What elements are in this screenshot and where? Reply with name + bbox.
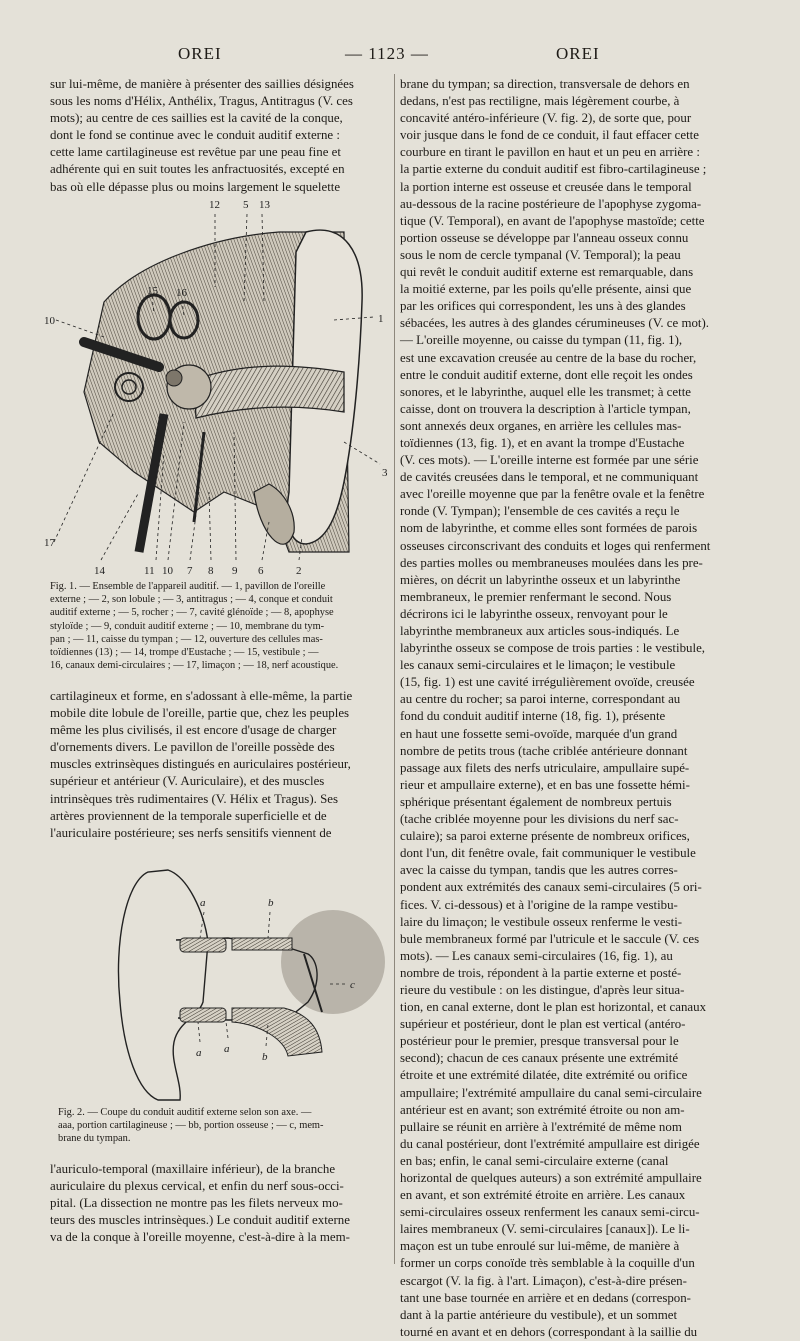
fig2-label: b: [268, 897, 274, 909]
text-line: ronde (V. Tympan); l'ensemble de ces cavités a reçu le: [400, 504, 680, 519]
text-line: mots). — Les canaux semi-circulaires (16, fig. 1), au: [400, 948, 673, 963]
page-header: [0, 44, 800, 70]
text-line: des parties molles ou membraneuses moulées dans les pre-: [400, 555, 703, 570]
figure-1-illustration: [44, 192, 396, 580]
text-line: sébacées, les autres à des glandes cérumineuses (V. ce mot).: [400, 316, 710, 331]
text-line: la partie externe du conduit auditif est fibro-cartilagineuse ;: [400, 162, 707, 177]
text-line: osseuses circonscrivant des conduits et loges qui renferment: [400, 538, 711, 553]
text-line: l'auriculo-temporal (maxillaire inférieur), de la branche: [50, 1162, 336, 1176]
text-line: en haut une fossette semi-ovoïde, marquée d'un grand: [400, 726, 678, 741]
text-line: teurs des muscles intrinsèques.) Le conduit auditif externe: [50, 1213, 350, 1228]
text-line: voir jusque dans le fond de ce conduit, il faut effacer cette: [400, 128, 699, 143]
text-line: antérieur est en avant; son extrémité étroite ou non am-: [400, 1102, 685, 1117]
text-line: portion osseuse se développe par l'anneau osseux connu: [400, 230, 689, 245]
caption-line: styloïde ; — 9, conduit auditif externe ; — 10, membrane du tym-: [50, 620, 325, 632]
fig1-label: 10: [162, 565, 173, 577]
text-line: rieur et ampullaire externe), et en bas une fossette hémi-: [400, 777, 690, 792]
bony-segment: [232, 1008, 322, 1056]
fig1-label: 1: [378, 313, 384, 325]
fig1-label: 10: [44, 315, 55, 327]
text-line: sonores, et le labyrinthe, auquel elle les transmet; à cette: [400, 384, 692, 399]
text-line: sphérique présentant également de nombreux pertuis: [400, 794, 672, 809]
text-line: rieure du vestibule : on les distingue, d'après leur situa-: [400, 982, 685, 997]
fig1-label: 16: [176, 287, 187, 299]
caption-line: 16, canaux demi-circulaires ; — 17, limaçon ; — 18, nerf acoustique.: [50, 660, 339, 672]
fig2-label: a: [200, 897, 206, 909]
text-line: la portion interne est osseuse et creusée dans le temporal: [400, 179, 692, 194]
text-line: par les orifices qui correspondent, les uns à des glandes: [400, 299, 686, 314]
text-line: est une excavation creusée au centre de la base du rocher,: [400, 350, 697, 365]
text-line: les canaux semi-circulaires et le limaçon; le vestibule: [400, 658, 676, 673]
text-line: va de la conque à l'oreille moyenne, c'est-à-dire à la mem-: [50, 1230, 350, 1245]
fig1-label: 2: [296, 565, 302, 577]
fig2-label: a: [196, 1047, 202, 1059]
figure-2-caption: [58, 1106, 392, 1146]
text-line: avec la caisse du tympan, tandis que les autres corres-: [400, 863, 678, 878]
text-line: laires membraneux (V. semi-circulaires [canaux]). Le li-: [400, 1222, 690, 1237]
caption-line: Fig. 1. — Ensemble de l'appareil auditif. — 1, pavillon de l'oreille: [50, 581, 326, 592]
fig1-label: 15: [147, 285, 158, 297]
text-line: bas où elle dépasse plus ou moins largement le squelette: [50, 179, 341, 194]
text-line: dont le fond se continue avec le conduit auditif externe :: [50, 128, 340, 143]
tympanic-membrane-region: [281, 910, 385, 1014]
figure-2-illustration: [108, 842, 392, 1104]
fig1-label: 11: [144, 565, 155, 577]
text-line: supérieur et postérieur, dont le plan est vertical (antéro-: [400, 1017, 686, 1032]
figure-2-ear-canal-section: [108, 842, 392, 1104]
text-line: en avant, et son extrémité étroite en arrière. Les canaux: [400, 1188, 686, 1203]
text-line: postérieur pour le premier, presque transversal pour le: [400, 1034, 679, 1049]
text-line: même les plus civilisés, il est encore d'usage de charger: [50, 723, 337, 738]
text-line: adhérente qui en suit toutes les anfractuosités, excepté en: [50, 162, 345, 177]
text-line: entre le conduit auditif externe, dont elle reçoit les ondes: [400, 367, 693, 382]
text-line: laire du limaçon; le vestibule osseux renferme le vesti-: [400, 914, 683, 929]
text-line: fices. V. ci-dessous) et à l'origine de la rampe vestibu-: [400, 897, 678, 912]
text-line: sous les noms d'Hélix, Anthélix, Tragus, Antitragus (V. ces: [50, 94, 353, 109]
text-line: au centre du rocher; sa paroi interne, correspondant au: [400, 692, 681, 707]
text-line: labyrinthe membraneux aux articles sous-indiqués. Le: [400, 624, 680, 638]
text-line: auriculaire du plexus cervical, et enfin du nerf sous-occi-: [50, 1179, 344, 1194]
text-line: — L'oreille moyenne, ou caisse du tympan (11, fig. 1),: [400, 333, 683, 348]
text-line: pondent aux extrémités des canaux semi-circulaires (5 ori-: [400, 880, 702, 895]
caption-line: toïdiennes (13) ; — 14, trompe d'Eustache ; — 15, vestibule ; —: [50, 647, 319, 659]
text-line: membraneux, le premier renfermant le second. Nous: [400, 589, 672, 604]
text-line: tique (V. Temporal), en avant de l'apophyse mastoïde; cette: [400, 213, 705, 228]
text-line: mières, on décrit un labyrinthe osseux et un labyrinthe: [400, 572, 681, 587]
caption-line: auditif externe ; — 5, rocher ; — 7, cavité glénoïde ; — 8, apophyse: [50, 607, 334, 619]
text-line: fond du conduit auditif interne (18, fig. 1), présente: [400, 709, 666, 724]
text-line: pullaire se réunit en arrière à l'extrémité de même nom: [400, 1119, 682, 1134]
text-line: tourné en avant et en dehors (correspondant à la saillie du: [400, 1324, 698, 1339]
cartilaginous-segment: [180, 938, 226, 952]
text-line: avec l'oreille moyenne que par la fenêtre ovale et la fenêtre: [400, 487, 705, 502]
text-line: étroite et une extrémité dilatée, dite extrémité ou orifice: [400, 1068, 688, 1083]
text-line: ampullaire; l'extrémité ampullaire du canal semi-circulaire: [400, 1085, 702, 1100]
text-line: cette lame cartilagineuse est revêtue par une peau fine et: [50, 145, 341, 160]
text-line: labyrinthe osseux se compose de trois parties : le vestibule,: [400, 641, 706, 656]
running-head-left: OREI: [178, 44, 222, 63]
text-line: qui revêt le conduit auditif externe est remarquable, dans: [400, 265, 694, 280]
text-line: sont annexés deux organes, en arrière les cellules mas-: [400, 418, 682, 433]
fig1-label: 14: [94, 565, 105, 577]
fig1-label: 13: [259, 199, 270, 211]
text-line: en bas; enfin, le canal semi-circulaire externe (canal: [400, 1153, 669, 1168]
text-line: nombre de trois, répondent à la partie externe et posté-: [400, 965, 682, 980]
text-line: escargot (V. la fig. à l'art. Limaçon), c'est-à-dire présen-: [400, 1273, 687, 1288]
text-line: brane du tympan; sa direction, transversale de dehors en: [400, 77, 690, 91]
text-line: intrinsèques très rudimentaires (V. Hélix et Tragus). Ses: [50, 791, 338, 806]
fig1-label: 6: [258, 565, 264, 577]
text-line: de cavités creusées dans le temporal, et ne communiquant: [400, 470, 699, 485]
cartilaginous-segment: [180, 1008, 226, 1022]
caption-line: externe ; — 2, son lobule ; — 3, antitragus ; — 4, conque et conduit: [50, 594, 333, 606]
fig1-label: 3: [382, 467, 388, 479]
left-column-middle-paragraph: [50, 688, 392, 842]
text-line: dant à la partie antérieure du vestibule), et un sommet: [400, 1307, 678, 1322]
text-line: (15, fig. 1) est une cavité irrégulièrement ovoïde, creusée: [400, 675, 695, 690]
text-line: sur lui-même, de manière à présenter des saillies désignées: [50, 77, 354, 91]
text-line: la moitié externe, par les poils qu'elle présente, ainsi que: [400, 282, 692, 297]
text-line: former un corps conoïde très semblable à la coquille d'un: [400, 1256, 695, 1271]
text-line: passage aux filets des nerfs utriculaire, ampullaire supé-: [400, 760, 690, 775]
text-line: l'auriculaire postérieure; ses nerfs sensitifs viennent de: [50, 825, 332, 840]
text-line: bule membraneux formé par l'utricule et le saccule (V. ces: [400, 931, 700, 946]
right-column-text: [400, 76, 758, 1341]
text-line: du canal postérieur, dont l'extrémité ampullaire est dirigée: [400, 1136, 700, 1151]
ossicle-shape: [166, 370, 182, 386]
bony-segment: [232, 938, 292, 950]
text-line: muscles extrinsèques distingués en auriculaires postérieur,: [50, 757, 351, 772]
fig1-label: 7: [187, 565, 193, 577]
text-line: pital. (La dissection ne montre pas les filets nerveux mo-: [50, 1196, 343, 1211]
caption-line: brane du tympan.: [58, 1133, 131, 1145]
text-line: dont l'un, dit fenêtre ovale, fait communiquer le vestibule: [400, 846, 696, 861]
text-line: artères proviennent de la temporale superficielle et de: [50, 808, 327, 823]
text-line: caisse, dont on trouvera la description à l'article tympan,: [400, 401, 691, 416]
figure-1-caption: [50, 580, 390, 672]
text-line: culaire); sa paroi externe présente de nombreux orifices,: [400, 829, 690, 844]
text-line: tion, en canal externe, dont le plan est horizontal, et canaux: [400, 1000, 707, 1015]
text-line: (tache criblée moyenne pour les divisions du nerf sac-: [400, 812, 679, 827]
caption-line: Fig. 2. — Coupe du conduit auditif externe selon son axe. —: [58, 1107, 312, 1118]
text-line: maçon est un tube enroulé sur lui-même, de manière à: [400, 1239, 680, 1254]
text-line: concavité antéro-inférieure (V. fig. 2), de sorte que, pour: [400, 111, 692, 126]
caption-line: aaa, portion cartilagineuse ; — bb, portion osseuse ; — c, mem-: [58, 1120, 324, 1132]
fig1-label: 8: [208, 565, 214, 577]
pinna-outline: [118, 870, 208, 1100]
figure-1-ear-anatomy: [44, 192, 396, 580]
text-line: (V. ces mots). — L'oreille interne est formée par une série: [400, 453, 699, 468]
fig1-label: 17: [44, 537, 55, 549]
text-line: dedans, n'est pas rectiligne, mais légèrement courbe, à: [400, 94, 680, 109]
text-line: nom de labyrinthe, et comme elles sont formées de parois: [400, 521, 698, 536]
text-line: second); chacun de ces canaux présente une extrémité: [400, 1051, 679, 1066]
text-line: tant une base tournée en arrière et en dedans (correspon-: [400, 1290, 691, 1305]
text-line: d'ornements divers. Le pavillon de l'oreille possède des: [50, 740, 335, 755]
left-column-bottom-paragraph: [50, 1161, 392, 1246]
running-head-right: OREI: [556, 44, 600, 63]
text-line: mots); au centre de ces saillies est la cavité de la conque,: [50, 111, 343, 126]
text-line: au-dessous de la racine postérieure de l'apophyse zygoma-: [400, 196, 702, 211]
caption-line: pan ; — 11, caisse du tympan ; — 12, ouverture des cellules mas-: [50, 633, 323, 645]
left-column-top-paragraph: [50, 76, 388, 196]
fig1-label: 5: [243, 199, 249, 211]
text-line: sous le nom de cercle tympanal (V. Temporal); la peau: [400, 247, 681, 262]
fig2-label: c: [350, 979, 355, 991]
text-line: horizontal de quelques auteurs) a son extrémité ampullaire: [400, 1171, 702, 1185]
fig2-label: a: [224, 1043, 230, 1055]
fig2-label: b: [262, 1051, 268, 1063]
page-number: — 1123 —: [345, 44, 429, 63]
text-line: nombre de petits trous (tache criblée antérieure donnant: [400, 743, 688, 758]
text-line: semi-circulaires osseux renferment les canaux semi-circu-: [400, 1205, 700, 1220]
fig1-label: 12: [209, 199, 220, 211]
text-line: cartilagineux et forme, en s'adossant à elle-même, la partie: [50, 689, 353, 703]
fig1-label: 9: [232, 565, 238, 577]
text-line: mobile dite lobule de l'oreille, partie que, chez les peuples: [50, 706, 350, 721]
text-line: décrirons ici le labyrinthe osseux, renvoyant pour le: [400, 606, 668, 621]
text-line: courbure en tirant le pavillon en haut et un peu en arrière :: [400, 145, 700, 160]
text-line: supérieur et antérieur (V. Auriculaire), et des muscles: [50, 774, 325, 789]
text-line: toïdiennes (13, fig. 1), et en avant la trompe d'Eustache: [400, 435, 685, 450]
